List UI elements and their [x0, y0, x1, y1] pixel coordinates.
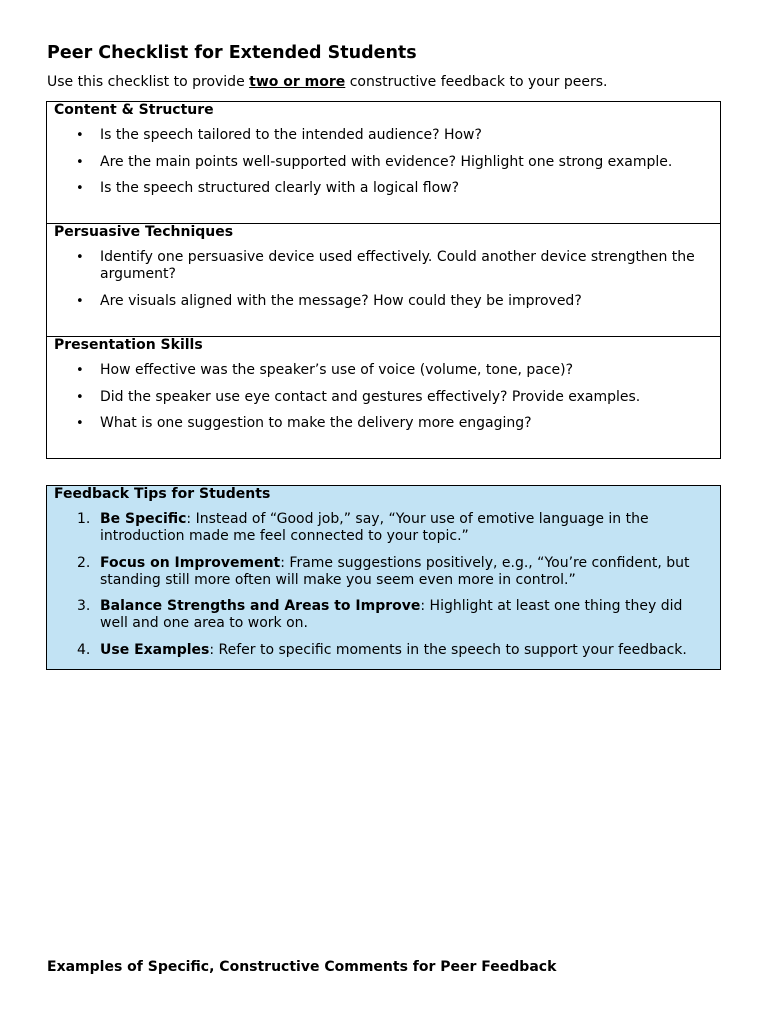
checklist-table: [46, 101, 721, 459]
bullet-icon: •: [76, 416, 84, 431]
list-item: [47, 180, 720, 197]
section-heading: Content & Structure: [54, 102, 214, 118]
tip-term: Balance Strengths and Areas to Improve: [100, 598, 421, 614]
bullet-icon: •: [76, 181, 84, 196]
tip-text: : Instead of “Good job,” say, “Your use of emotive language in the introduction made me feel connected to your topic.”: [100, 511, 649, 544]
bullet-icon: •: [76, 389, 84, 405]
feedback-tips-box: [46, 485, 721, 670]
tips-heading: Feedback Tips for Students: [54, 486, 271, 502]
bullet-icon: •: [76, 154, 84, 170]
tip-text: : Refer to specific moments in the speech to support your feedback.: [209, 641, 687, 658]
intro-text-end: constructive feedback to your peers.: [345, 74, 608, 90]
list-item-text: Identify one persuasive device used effectively. Could another device strengthen the argument?: [100, 249, 695, 282]
bullet-list: [47, 127, 720, 207]
tip-text: : Highlight at least one thing they did well and one area to work on.: [100, 598, 683, 631]
bullet-list: [47, 362, 720, 442]
tip-term: Be Specific: [100, 511, 187, 527]
checklist-section-content-structure: [47, 102, 720, 223]
list-item: [47, 293, 720, 310]
list-item-text: Is the speech tailored to the intended audience? How?: [100, 127, 482, 143]
list-item-text: What is one suggestion to make the delivery more engaging?: [100, 415, 532, 431]
list-item: [47, 127, 720, 144]
checklist-section-presentation-skills: [47, 336, 720, 458]
list-item-text: Are visuals aligned with the message? How could they be improved?: [100, 292, 582, 309]
page-title: Peer Checklist for Extended Students: [47, 43, 417, 63]
tip-item: [47, 555, 720, 589]
tip-text: : Frame suggestions positively, e.g., “You’re confident, but standing still more often will make you seem even more in control.”: [100, 554, 690, 588]
tip-number: 4.: [77, 641, 91, 658]
list-item-text: Did the speaker use eye contact and gestures effectively? Provide examples.: [100, 388, 641, 405]
bullet-icon: •: [76, 293, 84, 309]
list-item-text: Are the main points well-supported with evidence? Highlight one strong example.: [100, 153, 673, 170]
list-item: [47, 362, 720, 379]
bullet-icon: •: [76, 128, 84, 143]
examples-heading: Examples of Specific, Constructive Comments for Peer Feedback: [47, 959, 557, 975]
list-item: [47, 415, 720, 432]
intro-emphasis: two or more: [249, 74, 346, 90]
tip-number: 2.: [77, 554, 91, 571]
list-item: [47, 389, 720, 406]
tip-number: 3.: [77, 598, 91, 614]
checklist-section-persuasive-techniques: [47, 223, 720, 336]
tip-item: [47, 642, 720, 659]
section-heading: Persuasive Techniques: [54, 224, 234, 240]
bullet-icon: •: [76, 250, 84, 265]
list-item-text: Is the speech structured clearly with a logical flow?: [100, 180, 460, 196]
tip-term: Focus on Improvement: [100, 554, 281, 571]
intro-text-start: Use this checklist to provide: [47, 74, 250, 90]
tip-item: [47, 511, 720, 545]
bullet-list: [47, 249, 720, 319]
list-item-text: How effective was the speaker’s use of voice (volume, tone, pace)?: [100, 362, 574, 378]
tip-term: Use Examples: [100, 641, 210, 658]
tip-number: 1.: [77, 511, 91, 527]
section-heading: Presentation Skills: [54, 337, 203, 353]
list-item: [47, 249, 720, 283]
intro-paragraph: [47, 72, 727, 92]
list-item: [47, 154, 720, 171]
tips-list: [47, 511, 720, 668]
bullet-icon: •: [76, 363, 84, 378]
tip-item: [47, 598, 720, 632]
